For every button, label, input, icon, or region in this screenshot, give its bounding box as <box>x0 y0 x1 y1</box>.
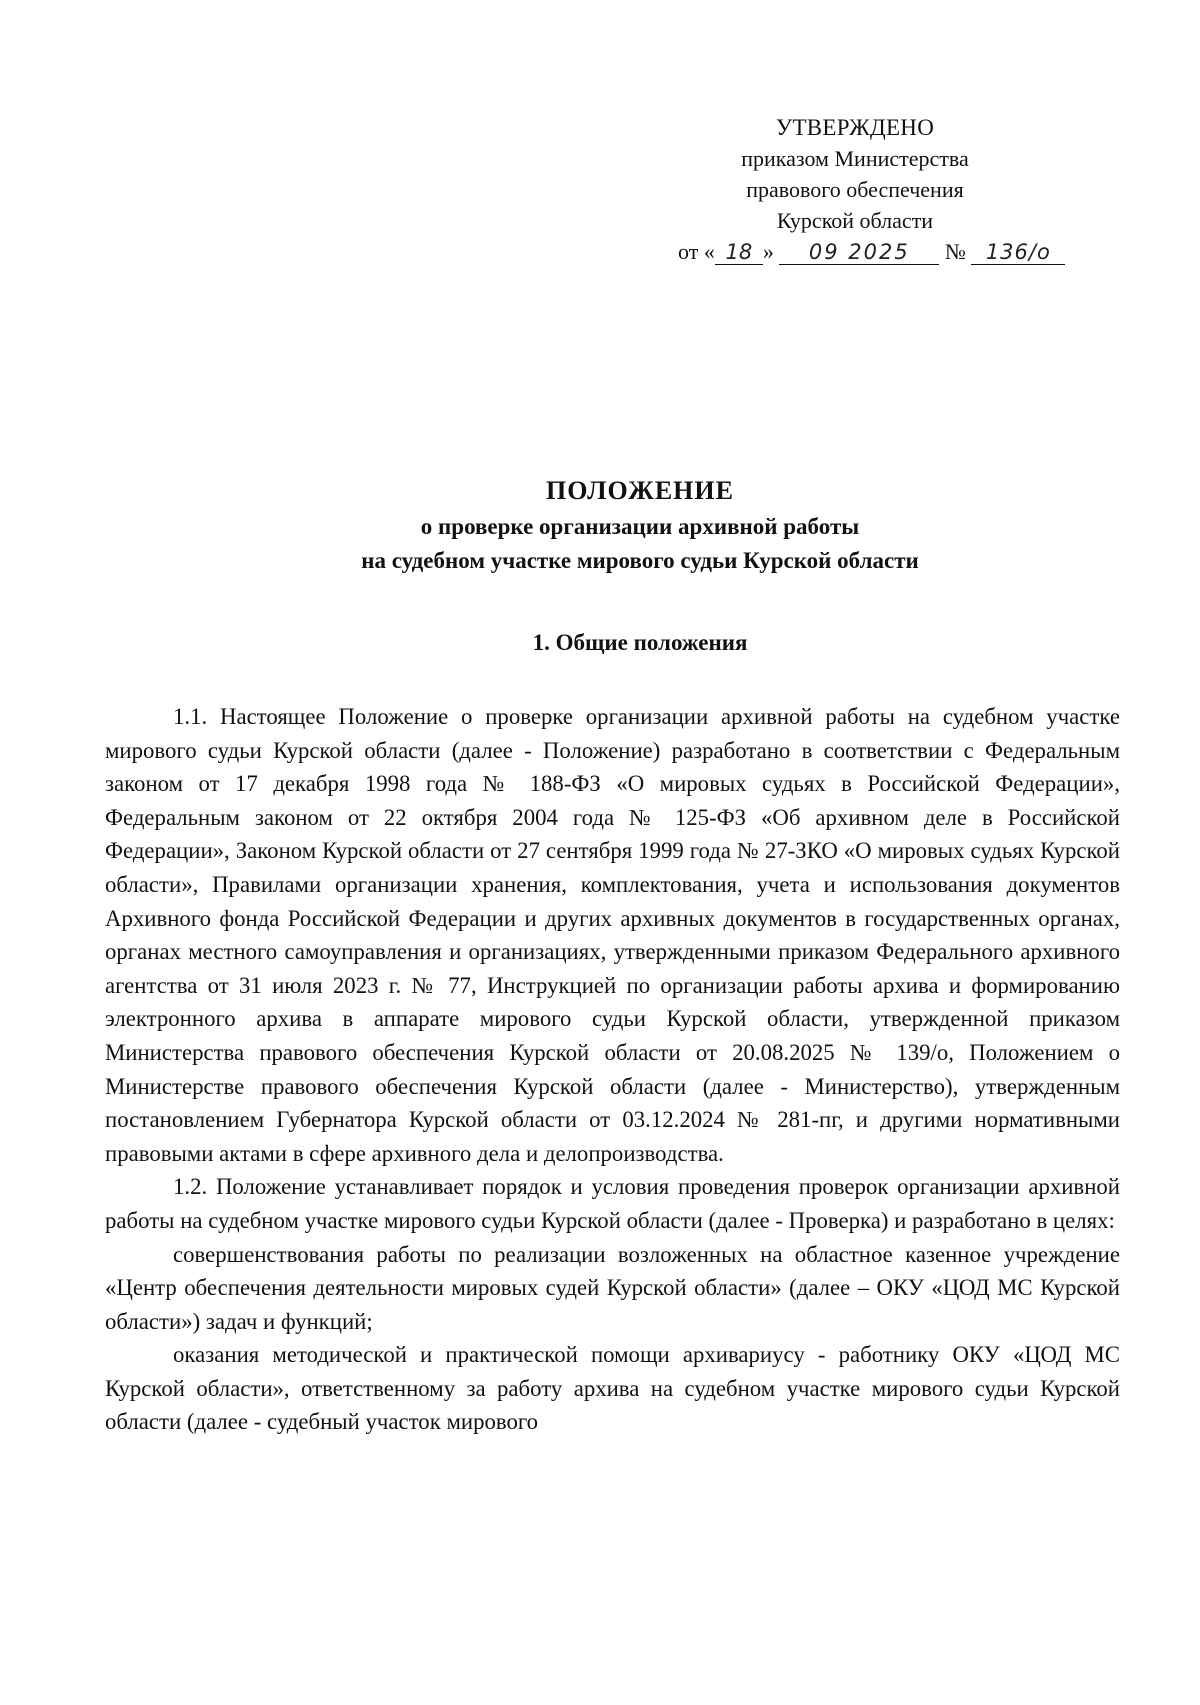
document-title-block <box>160 474 1120 578</box>
approval-line-2: правового обеспечения <box>746 177 964 202</box>
date-prefix: от « <box>678 239 715 264</box>
document-title: ПОЛОЖЕНИЕ <box>546 476 734 505</box>
approval-date-line <box>678 236 1051 267</box>
handwritten-day: 18 <box>715 240 763 265</box>
handwritten-order-number: 136/о <box>971 240 1065 265</box>
handwritten-date: 09 2025 <box>779 240 939 265</box>
approval-line-1: приказом Министерства <box>741 146 969 171</box>
document-subtitle-line-2: на судебном участке мирового судьи Курской области <box>361 548 919 573</box>
document-subtitle <box>160 510 1120 578</box>
paragraph-purpose-2: оказания методической и практической помощи архивариусу - работнику ОКУ «ЦОД МС Курской области», ответственному за работу архива на судебном участке мирового судьи Курской области (далее - судебный участок мирового <box>105 1342 1120 1435</box>
approval-line-3: Курской области <box>776 208 934 233</box>
section-heading: 1. Общие положения <box>532 630 748 655</box>
paragraph-1-2: 1.2. Положение устанавливает порядок и условия проведения проверок организации архивной работы на судебном участке мирового судьи Курской области (далее - Проверка) и разработано в целях: <box>105 1174 1120 1233</box>
date-close: » <box>762 239 774 264</box>
approval-title: УТВЕРЖДЕНО <box>775 115 935 140</box>
number-prefix: № <box>944 239 966 264</box>
document-body <box>105 700 1120 1439</box>
document-subtitle-line-1: о проверке организации архивной работы <box>420 514 860 539</box>
paragraph-purpose-1: совершенствования работы по реализации возложенных на областное казенное учреждение «Центр обеспечения деятельности мировых судей Курской области» (далее – ОКУ «ЦОД МС Курской области») задач и функций; <box>105 1241 1120 1334</box>
paragraph-1-1: 1.1. Настоящее Положение о проверке организации архивной работы на судебном участке мирового судьи Курской области (далее - Положение) разработано в соответствии с Федеральным законом от 17 декабря 1998 года № 188-ФЗ «О мировых судьях в Российской Федерации», Федеральным законом от 22 октября 2004 года № 125-ФЗ «Об архивном деле в Российской Федерации», Законом Курской области от 27 сентября 1999 года № 27-ЗКО «О мировых судьях Курской области», Правилами организации хранения, комплектования, учета и использования документов Архивного фонда Российской Федерации и других архивных документов в государственных органах, органах местного самоуправления и организациях, утвержденными приказом Федерального архивного агентства от 31 июля 2023 г. № 77, Инструкцией по организации работы архива и формированию электронного архива в аппарате мирового судьи Курской области, утвержденной приказом Министерства правового обеспечения Курской области от 20.08.2025 № 139/о, Положением о Министерстве правового обеспечения Курской области (далее - Министерство), утвержденным постановлением Губернатора Курской области от 03.12.2024 № 281-пг, и другими нормативными правовыми актами в сфере архивного дела и делопроизводства. <box>105 704 1120 1166</box>
approval-stamp <box>678 112 1051 267</box>
